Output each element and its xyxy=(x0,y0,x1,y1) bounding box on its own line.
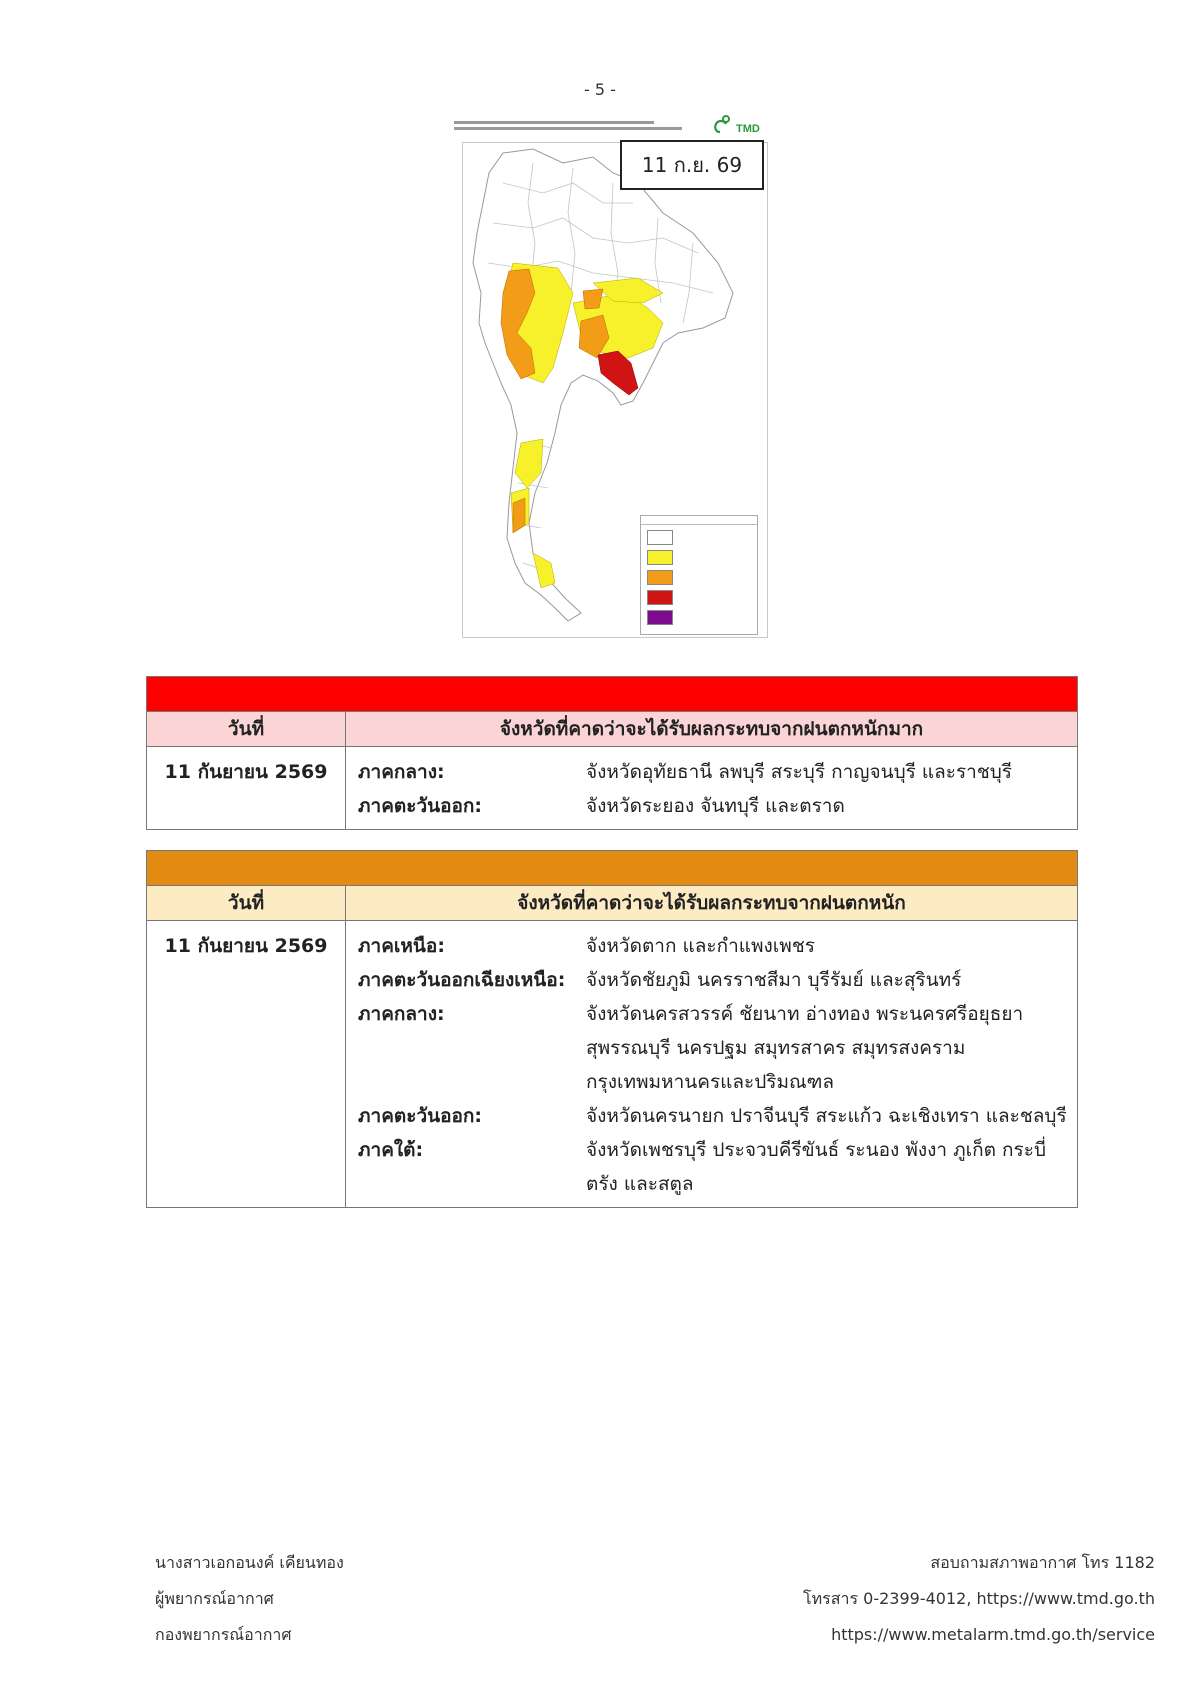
region-row xyxy=(358,963,1067,997)
region-label xyxy=(358,1167,586,1201)
region-row xyxy=(358,1133,1067,1167)
region-provinces: จังหวัดนครสวรรค์ ชัยนาท อ่างทอง พระนครศรีอยุธยา xyxy=(586,1003,1024,1025)
legend-item xyxy=(647,550,751,565)
very-heavy-alert-bar xyxy=(147,677,1078,712)
legend-item xyxy=(647,590,751,605)
map-caption xyxy=(454,118,684,133)
region-label: ภาคตะวันออกเฉียงเหนือ: xyxy=(358,969,566,991)
region-label xyxy=(358,1065,586,1099)
very-heavy-rain-table xyxy=(146,676,1078,830)
metalarm-link[interactable]: https://www.metalarm.tmd.go.th/service xyxy=(831,1625,1155,1644)
region-provinces: จังหวัดชัยภูมิ นครราชสีมา บุรีรัมย์ และสุรินทร์ xyxy=(586,969,962,991)
heavy-date: 11 กันยายน 2569 xyxy=(147,921,346,1208)
map-date-label: 11 ก.ย. 69 xyxy=(620,140,764,190)
heavy-regions xyxy=(346,921,1078,1208)
region-row xyxy=(358,929,1067,963)
footer-right xyxy=(803,1545,1155,1653)
region-label: ภาคตะวันออก: xyxy=(358,1105,483,1127)
heavy-header-date: วันที่ xyxy=(147,886,346,921)
tmd-logo-text: TMD xyxy=(736,123,760,135)
region-provinces: จังหวัดอุทัยธานี ลพบุรี สระบุรี กาญจนบุรี และราชบุรี xyxy=(586,761,1013,783)
forecaster-title: ผู้พยากรณ์อากาศ xyxy=(155,1589,274,1608)
legend-item xyxy=(647,570,751,585)
region-label: ภาคกลาง: xyxy=(358,1003,445,1025)
very-heavy-date: 11 กันยายน 2569 xyxy=(147,747,346,830)
region-row xyxy=(358,1031,1067,1065)
very-heavy-header-provinces: จังหวัดที่คาดว่าจะได้รับผลกระทบจากฝนตกหนักมาก xyxy=(346,712,1078,747)
legend-item xyxy=(647,610,751,625)
page-number: - 5 - xyxy=(584,80,616,99)
heavy-alert-bar xyxy=(147,851,1078,886)
footer-left xyxy=(155,1545,344,1653)
fax-and-website: โทรสาร 0-2399-4012, https://www.tmd.go.th xyxy=(803,1589,1155,1608)
forecast-division: กองพยากรณ์อากาศ xyxy=(155,1625,292,1644)
region-label: ภาคตะวันออก: xyxy=(358,795,483,817)
region-row xyxy=(358,755,1067,789)
region-provinces: สุพรรณบุรี นครปฐม สมุทรสาคร สมุทรสงคราม xyxy=(586,1037,966,1059)
region-row xyxy=(358,1065,1067,1099)
region-provinces: จังหวัดนครนายก ปราจีนบุรี สระแก้ว ฉะเชิงเทรา และชลบุรี xyxy=(586,1105,1067,1127)
region-provinces: จังหวัดตาก และกำแพงเพชร xyxy=(586,935,815,957)
very-heavy-header-date: วันที่ xyxy=(147,712,346,747)
region-row xyxy=(358,1099,1067,1133)
region-provinces: ตรัง และสตูล xyxy=(586,1173,694,1195)
region-label: ภาคใต้: xyxy=(358,1139,424,1161)
region-row xyxy=(358,789,1067,823)
region-provinces: จังหวัดระยอง จันทบุรี และตราด xyxy=(586,795,845,817)
region-label: ภาคเหนือ: xyxy=(358,935,445,957)
region-provinces: จังหวัดเพชรบุรี ประจวบคีรีขันธ์ ระนอง พังงา ภูเก็ต กระบี่ xyxy=(586,1139,1047,1161)
region-provinces: กรุงเทพมหานครและปริมณฑล xyxy=(586,1071,835,1093)
forecaster-name: นางสาวเอกอนงค์ เคียนทอง xyxy=(155,1553,344,1572)
legend-title xyxy=(641,521,757,525)
map-legend xyxy=(640,515,758,635)
region-label xyxy=(358,1031,586,1065)
very-heavy-regions xyxy=(346,747,1078,830)
tmd-logo xyxy=(710,112,770,138)
legend-item xyxy=(647,530,751,545)
heavy-header-provinces: จังหวัดที่คาดว่าจะได้รับผลกระทบจากฝนตกหนัก xyxy=(346,886,1078,921)
weather-hotline: สอบถามสภาพอากาศ โทร 1182 xyxy=(930,1553,1155,1572)
region-row xyxy=(358,1167,1067,1201)
region-label: ภาคกลาง: xyxy=(358,761,445,783)
heavy-rain-table xyxy=(146,850,1078,1208)
region-row xyxy=(358,997,1067,1031)
